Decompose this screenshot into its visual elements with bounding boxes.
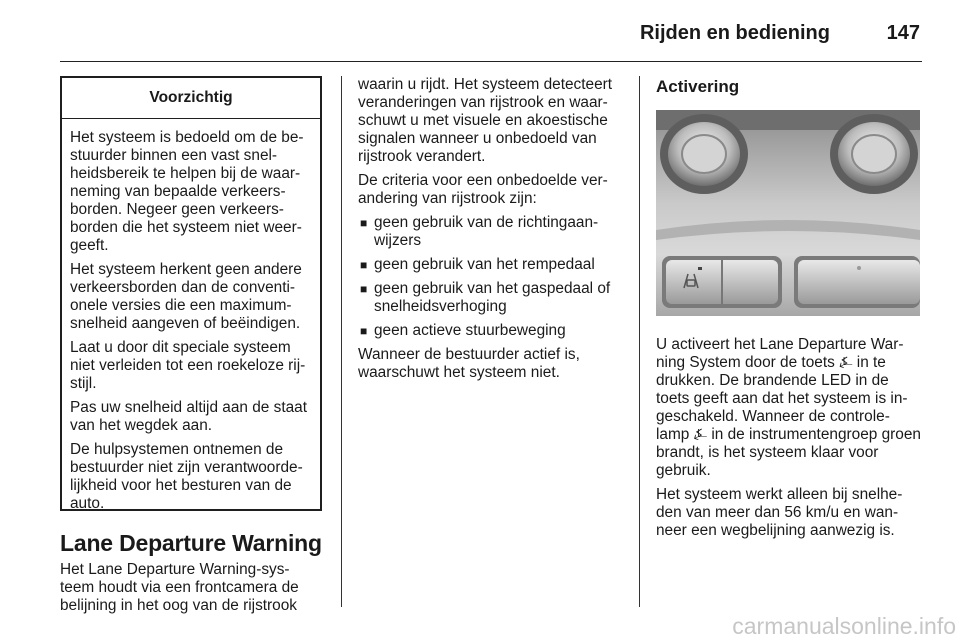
left-column [60, 76, 322, 621]
caution-heading: Voorzichtig [62, 78, 320, 119]
section-intro: Het Lane Departure Warning-sys-teem houdt via een frontcamera de belijning in het oog van de rijstrook [60, 561, 299, 614]
criteria-list [358, 214, 624, 340]
section-title: Lane Departure Warning [60, 530, 322, 556]
column-divider [341, 76, 342, 607]
chapter-title: Rijden en bediening [639, 22, 830, 44]
caution-body [62, 119, 320, 513]
page-number: 147 [886, 22, 920, 44]
square-bullet-icon: ■ [360, 216, 368, 230]
caution-paragraph: De hulpsystemen ontnemen de bestuurder niet zijn verantwoorde-lijkheid voor het besturen van de auto. [70, 441, 303, 512]
header-divider [60, 61, 922, 62]
caution-paragraph: Pas uw snelheid altijd aan de staat van het wegdek aan. [70, 399, 307, 434]
list-item: ■ geen gebruik van het rempedaal [360, 256, 595, 273]
activation-title: Activering [656, 77, 740, 96]
square-bullet-icon: ■ [360, 258, 368, 272]
square-bullet-icon: ■ [360, 324, 368, 338]
page-header [60, 18, 922, 62]
continued-paragraph: waarin u rijdt. Het systeem detecteert veranderingen van rijstrook en waar-schuwt u met visuele en akoestische signalen wanneer u onbedoeld van rijstrook verandert. [358, 76, 613, 165]
list-item: ■ geen gebruik van het gaspedaal of snelheidsverhoging [360, 280, 611, 315]
middle-column [358, 76, 624, 388]
conclusion-paragraph: Wanneer de bestuurder actief is, waarschuwt het systeem niet. [358, 346, 580, 381]
list-item: ■ geen actieve stuurbeweging [360, 322, 566, 339]
list-item: ■ geen gebruik van de richtingaan-wijzers [360, 214, 599, 249]
activation-paragraph: U activeert het Lane Departure War-ning System door de toets ⍼ in te drukken. De brandende LED in de toets geeft aan dat het systeem is in-geschakeld. Wanneer de controle-lamp ⍼ in de instrumentengroep groen brandt, is het systeem klaar voor gebruik. [656, 336, 921, 479]
caution-paragraph: Het systeem herkent geen andere verkeersborden dan de conventi-onele versies die een maximum-snelheid aangeven of beëindigen. [70, 261, 302, 332]
criteria-intro: De criteria voor een onbedoelde ver-andering van rijstrook zijn: [358, 172, 608, 207]
right-column [656, 76, 922, 546]
activation-paragraph: Het systeem werkt alleen bij snelhe-den van meer dan 56 km/u en wan-neer een wegbelijning aanwezig is. [656, 486, 903, 539]
caution-box [60, 76, 322, 511]
dashboard-button-photo [656, 110, 920, 316]
square-bullet-icon: ■ [360, 282, 368, 296]
caution-paragraph: Het systeem is bedoeld om de be-stuurder binnen een vast snel-heidsbereik te helpen bij de waar-neming van bepaalde verkeers-borden. Negeer geen verkeers-borden die het systeem niet weer-geeft. [70, 129, 304, 254]
column-divider [639, 76, 640, 607]
caution-paragraph: Laat u door dit speciale systeem niet verleiden tot een roekeloze rij-stijl. [70, 339, 306, 392]
watermark: carmanualsonline.info [732, 613, 956, 639]
